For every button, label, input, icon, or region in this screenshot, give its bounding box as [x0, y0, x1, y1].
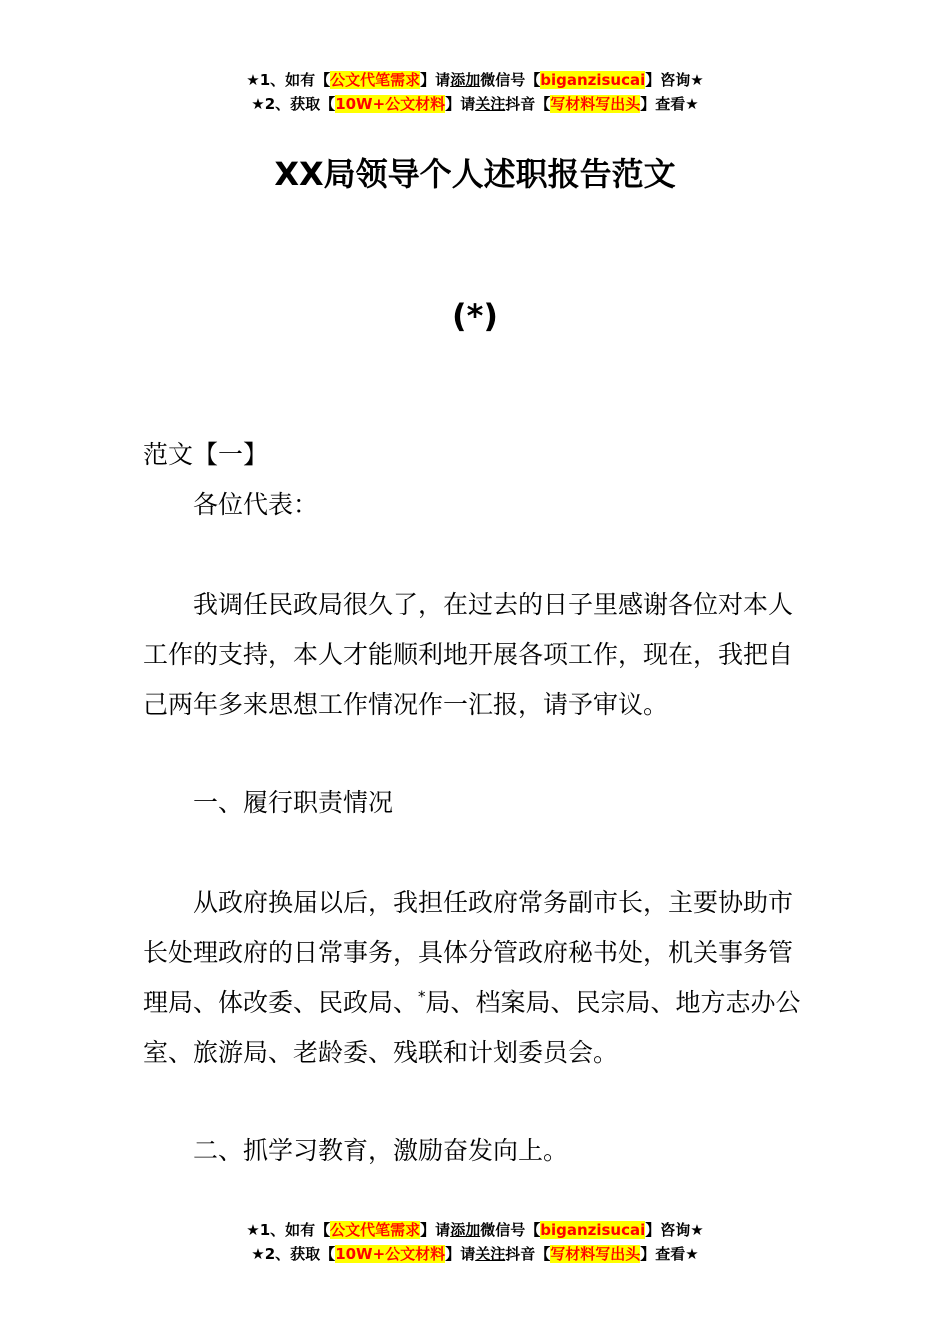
banner-text: 】请 — [420, 71, 451, 89]
document-title: XX局领导个人述职报告范文 — [274, 155, 676, 193]
banner-text: 微信号【 — [480, 71, 541, 89]
banner-text: 抖音【 — [505, 95, 551, 113]
paragraph-2-text: 局、档案局、民宗局、地方志办公室、旅游局、老龄委、残联和计划委员会。 — [143, 988, 801, 1067]
banner-text: 微信号【 — [480, 1221, 541, 1239]
banner-text: 】咨询★ — [645, 1221, 704, 1239]
banner-highlight: 公文代笔需求 — [330, 71, 421, 89]
banner-line-2 — [0, 1242, 950, 1266]
paragraph-2-text: 从政府换届以后，我担任政府常务副市长，主要协助市长处理政府的日常事务，具体分管政府秘书处，机关事务管理局、体改委、民政局、 — [143, 888, 794, 1017]
banner-text: 】请 — [445, 95, 476, 113]
paragraph-2-sup: * — [418, 987, 426, 1006]
banner-highlight: 写材料写出头 — [550, 1245, 641, 1263]
banner-text: ★1、如有【 — [246, 1221, 331, 1239]
heading-2: 二、抓学习教育，激励奋发向上。 — [193, 1136, 569, 1165]
section-label: 范文【一】 — [143, 440, 269, 469]
banner-text: ★2、获取【 — [251, 95, 336, 113]
banner-text: 】查看★ — [640, 95, 699, 113]
banner-underline: 关注 — [475, 95, 506, 113]
banner-highlight: 10W+公文材料 — [335, 95, 446, 113]
banner-underline: 添加 — [450, 1221, 481, 1239]
header-banner — [0, 68, 950, 116]
banner-text: 】请 — [420, 1221, 451, 1239]
banner-highlight: 10W+公文材料 — [335, 1245, 446, 1263]
banner-text: 】请 — [445, 1245, 476, 1263]
banner-line-1 — [0, 1218, 950, 1242]
heading-1: 一、履行职责情况 — [193, 788, 394, 817]
banner-text: 抖音【 — [505, 1245, 551, 1263]
banner-text: 】查看★ — [640, 1245, 699, 1263]
paragraph-1: 我调任民政局很久了，在过去的日子里感谢各位对本人工作的支持，本人才能顺利地开展各项工作，现在，我把自己两年多来思想工作情况作一汇报，请予审议。 — [143, 590, 794, 719]
banner-highlight: biganzisucai — [540, 71, 646, 89]
banner-line-2 — [0, 92, 950, 116]
salutation: 各位代表： — [193, 490, 319, 519]
banner-text: ★2、获取【 — [251, 1245, 336, 1263]
banner-underline: 添加 — [450, 71, 481, 89]
banner-highlight: 写材料写出头 — [550, 95, 641, 113]
banner-highlight: biganzisucai — [540, 1221, 646, 1239]
banner-text: 】咨询★ — [645, 71, 704, 89]
banner-underline: 关注 — [475, 1245, 506, 1263]
footer-banner — [0, 1218, 950, 1266]
banner-line-1 — [0, 68, 950, 92]
document-subtitle: (*) — [452, 297, 498, 335]
banner-text: ★1、如有【 — [246, 71, 331, 89]
banner-highlight: 公文代笔需求 — [330, 1221, 421, 1239]
paragraph-2 — [143, 878, 808, 1078]
